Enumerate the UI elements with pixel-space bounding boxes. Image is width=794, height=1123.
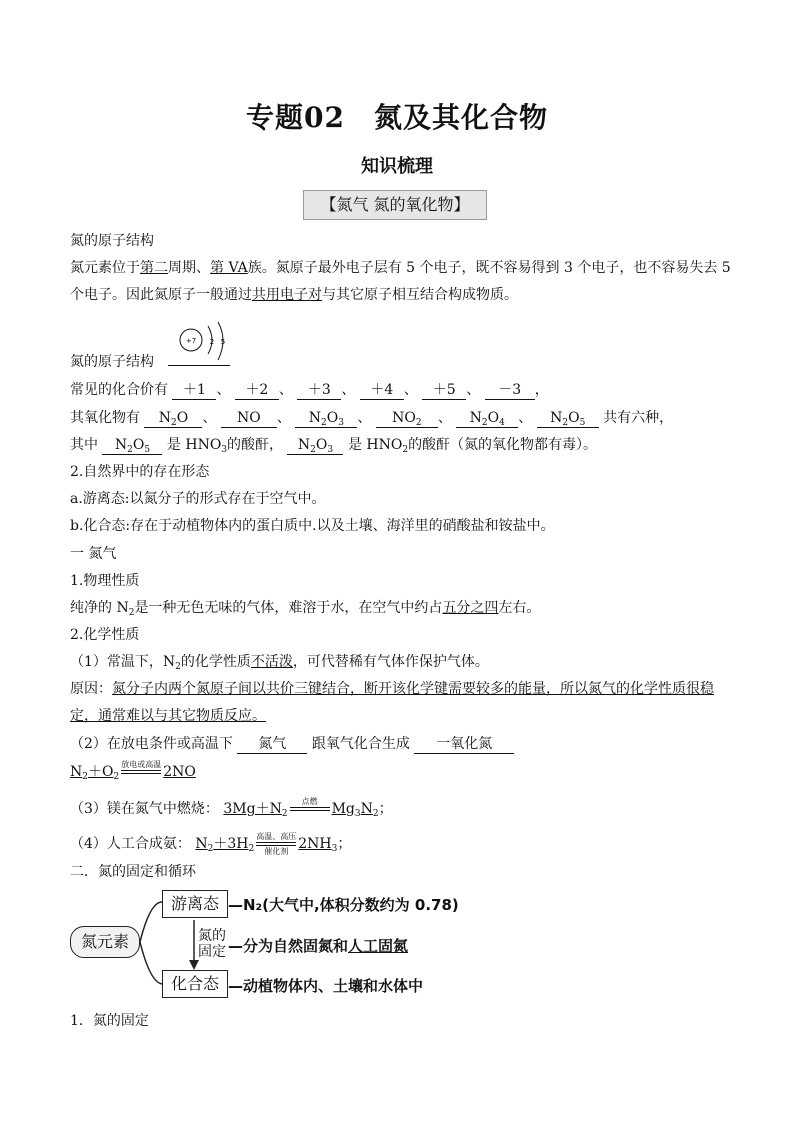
nucleus-charge: +7 xyxy=(185,337,197,345)
heading-fixation: 1．氮的固定 xyxy=(70,1013,149,1029)
paragraph-anhydrides: 其中 $N_2O_5$ 是 $HNO_3$的酸酐， $N_2O_3$ 是 $HNO_2$的酸酐（氮的氧化物都有毒）。 xyxy=(70,437,598,455)
combined-state-desc: —动植物体内、土壤和水体中 xyxy=(228,977,424,995)
paragraph-position: 氮元素位于第二周期、第 VA族。氮原子最外电子层有 5 个电子，既不容易得到 3 个电子，也不容易失去 5 xyxy=(70,260,731,276)
paragraph-atom-structure: 氮的原子结构 xyxy=(70,352,230,372)
atom-structure-blank xyxy=(168,365,230,366)
fixation-label: 氮的 固定 xyxy=(198,928,226,960)
heading-nitrogen: 一 氮气 xyxy=(70,546,117,562)
paragraph-physical: 纯净的 $N_2$是一种无色无味的气体，难溶于水，在空气中约占五分之四左右。 xyxy=(70,600,541,618)
paragraph-chem-3: （3）镁在氮气中燃烧： $3Mg+N_2$点燃 $Mg_3N_2$； xyxy=(70,797,393,819)
paragraph-chem-4: （4）人工合成氨： $N_2+3H_2$高温、高压 催化剂 $2NH_3$； xyxy=(70,832,352,856)
nitrogen-forms-diagram xyxy=(70,888,490,1008)
heading-fixation-cycle: 二．氮的固定和循环 xyxy=(70,864,196,880)
paragraph-oxides: 其氧化物有 $N_2O$ 、 NO 、 $N_2O_3$ 、 $NO_2$ 、 $N_2O_4$ 、 $N_2O_5$ 共有六种， xyxy=(70,410,674,428)
section-heading: 【氮气 氮的氧化物】 xyxy=(303,190,487,220)
paragraph-bonding: 个电子。因此氮原子一般通过共用电子对与其它原子相互结合构成物质。 xyxy=(70,287,518,303)
shell-2-electrons: 5 xyxy=(220,338,226,346)
free-state-node: 游离态 xyxy=(162,890,228,918)
heading-nature-forms: 2.自然界中的存在形态 xyxy=(70,464,210,480)
paragraph-chem-2: （2）在放电条件或高温下 氮气 跟氧气化合生成 一氧化氮 xyxy=(70,734,514,754)
free-state-desc: —N₂(大气中,体积分数约为 0.78) xyxy=(228,896,459,914)
fixation-desc: —分为自然固氮和人工固氮 xyxy=(228,937,409,955)
paragraph-valences: 常见的化合价有 ＋1 、 ＋2 、 ＋3 、 ＋4 、 ＋5 、 －3 ， xyxy=(70,382,549,398)
heading-chemical: 2.化学性质 xyxy=(70,627,140,643)
paragraph-reason: 原因：氮分子内两个氮原子间以共价三键结合，断开该化学键需要较多的能量，所以氮气的化学性质很稳 xyxy=(70,681,714,697)
paragraph-reason-cont: 定，通常难以与其它物质反应。 xyxy=(70,708,266,724)
paragraph-free-state: a.游离态:以氮分子的形式存在于空气中。 xyxy=(70,491,326,507)
paragraph-combined-state: b.化合态:存在于动植物体内的蛋白质中.以及土壤、海洋里的硝酸盐和铵盐中。 xyxy=(70,518,555,534)
page-title: 专题02 氮及其化合物 xyxy=(246,101,548,134)
paragraph-atom-structure-heading: 氮的原子结构 xyxy=(70,233,154,249)
page-subtitle: 知识梳理 xyxy=(361,156,433,177)
paragraph-chem-1: （1）常温下，$N_2$的化学性质不活泼，可代替稀有气体作保护气体。 xyxy=(70,654,489,672)
heading-physical: 1.物理性质 xyxy=(70,573,140,589)
root-node: 氮元素 xyxy=(70,926,140,958)
shell-1-electrons: 2 xyxy=(209,338,215,346)
equation-n2-o2: $N_2+O_2$放电或高温 2NO xyxy=(70,760,196,782)
combined-state-node: 化合态 xyxy=(162,970,228,998)
